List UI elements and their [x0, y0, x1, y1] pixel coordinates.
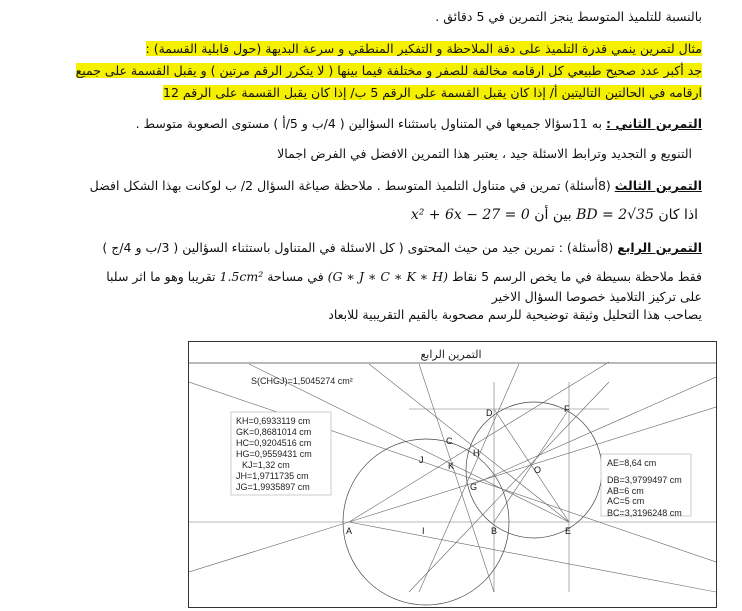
measure-db: DB=3,9799497 cm [607, 475, 682, 485]
point-c: C [446, 436, 453, 446]
ex3-line-1: التمرين الثالث (8أسئلة) تمرين في متناول التلميذ المتوسط . ملاحظة صياغة السؤال 2/ ب لوكانت بهذا الشكل افضل [89, 178, 702, 193]
example-line-2: جد أكبر عدد صحيح طبيعي كل ارقامه مخالفة للصفر و مختلفة فيما بينها ( لا يتكرر الرقم مرتين ) و يقبل القسمة على جميع [75, 63, 702, 78]
ex3-line-2: اذا كان BD = 2√35 بين أن x² + 6x − 27 = 0 [410, 207, 698, 223]
points-set: (G ∗ J ∗ C ∗ K ∗ H) [327, 269, 448, 284]
ex2-line-1: التمرين الثاني : به 11سؤالا جميعها في المتناول باستثناء السؤالين ( 4/ب و 5/أ ) مستوى الصعوبة متوسط . [135, 116, 702, 131]
measure-jg: JG=1,9935897 cm [236, 482, 310, 492]
point-d: D [486, 408, 493, 418]
area-value: 1.5cm² [219, 269, 264, 284]
intro-text: بالنسبة للتلميذ المتوسط ينجز التمرين في 5 دقائق . [435, 9, 702, 24]
point-g: G [470, 482, 478, 492]
ex3-title: التمرين الثالث [614, 178, 702, 193]
point-f: F [564, 404, 570, 414]
figure-title: التمرين الرابع [420, 349, 482, 361]
measure-kh: KH=0,6933119 cm [236, 416, 311, 426]
ex4-line-2: فقط ملاحظة بسيطة في ما يخص الرسم 5 نقاط (G ∗ J ∗ C ∗ K ∗ H) في مساحة 1.5cm² تقريبا وهو ما اثر سلبا [106, 269, 702, 284]
point-o: O [534, 465, 542, 475]
line-a-ext [189, 522, 349, 572]
measure-gk: GK=0,8681014 cm [236, 427, 312, 437]
ex4-title: التمرين الرابع [617, 240, 702, 255]
measure-hg: HG=0,9559431 cm [236, 449, 312, 459]
area-label: S(CHGJ)=1,5045274 cm² [251, 376, 353, 386]
example-line-1: مثال لتمرين ينمي قدرة التلميذ على دقة الملاحظة و التفكير المنطقي و سرعة البديهة (حول قابلية القسمة) : [145, 41, 702, 56]
equation-bd: BD = 2√35 [576, 207, 654, 223]
ex4-line-1: التمرين الرابع (8أسئلة) : تمرين جيد من حيث المحتوى ( كل الاسئلة في المتناول باستثناء السؤالين ( 3/ب و 4/ج ) [102, 240, 702, 255]
measure-hc: HC=0,9204516 cm [236, 438, 312, 448]
point-j: J [419, 455, 424, 465]
line-g-3 [419, 364, 519, 592]
point-k: K [448, 461, 455, 471]
line-ac [349, 362, 609, 522]
measure-ac: AC=5 cm [607, 496, 645, 506]
measure-ab: AB=6 cm [607, 486, 644, 496]
line-g-4 [369, 364, 569, 522]
measure-kj: KJ=1,32 cm [242, 460, 290, 470]
line-a-lower [349, 522, 716, 592]
ex2-line-2: التنويع و التجديد وترابط الاسئلة جيد ، يعتبر هذا التمرين الافضل في الفرض اجمالا [277, 146, 692, 161]
measure-ae: AE=8,64 cm [607, 458, 657, 468]
example-line-3: ارقامه في الحالتين التاليتين أ/ إذا كان يقبل القسمة على الرقم 5 ب/ إذا كان يقبل القسمة على الرقم 12 [163, 85, 702, 100]
ex2-title: التمرين الثاني : [606, 116, 702, 131]
geometry-svg [189, 342, 716, 607]
point-i: I [422, 526, 425, 536]
measure-jh: JH=1,9711735 cm [236, 471, 309, 481]
equation-quadratic: x² + 6x − 27 = 0 [410, 207, 530, 223]
point-h: H [473, 448, 480, 458]
ex4-line-4: يصاحب هذا التحليل وثيقة توضيحية للرسم مصحوبة بالقيم التقريبية للابعاد [328, 307, 702, 322]
line-diag [409, 382, 609, 592]
line-g-2 [419, 364, 494, 592]
point-a: A [346, 526, 353, 536]
geometry-figure [188, 341, 717, 608]
measure-bc: BC=3,3196248 cm [607, 508, 682, 518]
point-b: B [491, 526, 498, 536]
point-e: E [565, 526, 572, 536]
ex4-line-3: على تركيز التلاميذ خصوصا السؤال الاخير [491, 289, 702, 304]
